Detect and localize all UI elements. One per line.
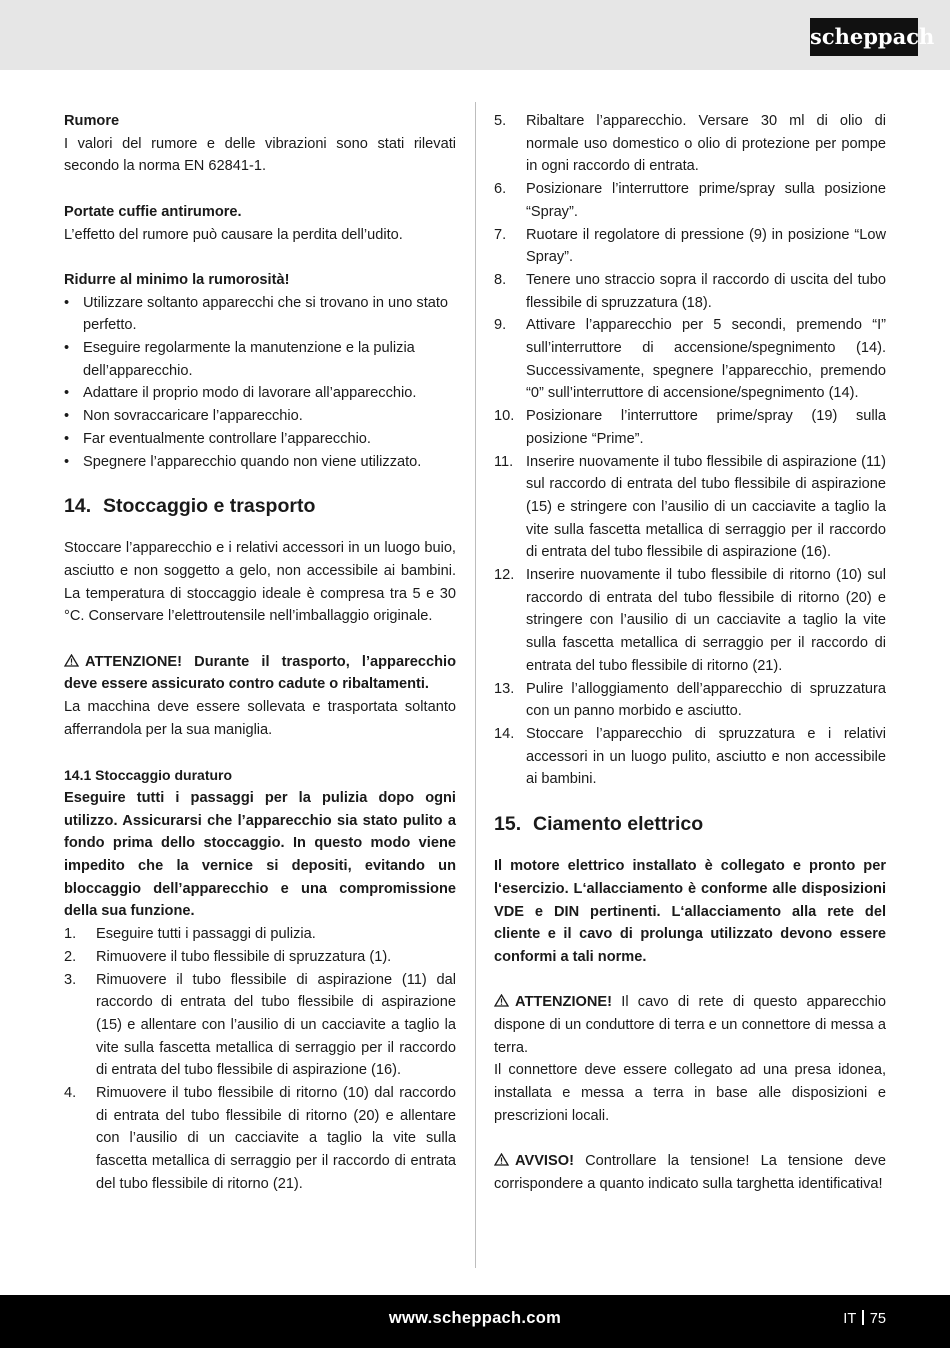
rumore-heading: Rumore — [64, 113, 120, 129]
list-item: 12. Inserire nuovamente il tubo flessibile di ritorno (10) sul raccordo di entrata del tubo flessibile di ritorno (20) e stringere con l’ausilio di un cacciavite a taglio la vite sulla fascetta metallica di serraggio per il raccordo di entrata del tubo flessibile di ritorno (21). — [494, 567, 886, 674]
right-column — [494, 110, 886, 1196]
list-item: 11. Inserire nuovamente il tubo flessibile di aspirazione (11) sul raccordo di entrata del tubo flessibile di aspirazione (15) e stringere con l’ausilio di un cacciavite a taglio la vite sulla fascetta metallica di serraggio per il raccordo di entrata del tubo flessibile di aspirazione (16). — [494, 453, 886, 561]
section-14-heading — [64, 493, 456, 519]
website-link[interactable]: www.scheppach.com — [388, 1309, 562, 1327]
warning-label: ATTENZIONE! — [85, 653, 183, 670]
ridurre-heading: Ridurre al minimo la rumorosità! — [64, 271, 290, 288]
warning-text: Durante il trasporto, l’apparecchio deve essere assicurato contro cadute o ribaltamenti. — [64, 653, 456, 693]
warning-triangle-icon — [494, 1153, 509, 1166]
list-item: 8. Tenere uno straccio sopra il raccordo di uscita del tubo flessibile di spruzzatura (18). — [494, 271, 886, 311]
section-number: 15. — [494, 813, 522, 836]
list-item: 10. Posizionare l’interruttore prime/spray (19) sulla posizione “Prime”. — [494, 408, 886, 447]
list-item: 7. Ruotare il regolatore di pressione (9) in posizione “Low Spray”. — [494, 226, 886, 266]
list-item: 2. Rimuovere il tubo flessibile di spruzzatura (1). — [64, 948, 392, 965]
brand-logo: scheppach — [810, 18, 918, 56]
list-item: 14. Stoccare l’apparecchio di spruzzatura e i relativi accessori in un luogo pulito, asciutto e non accessibile ai bambini. — [494, 725, 886, 788]
list-item: • Utilizzare soltanto apparecchi che si trovano in uno stato perfetto. — [64, 292, 456, 337]
list-item: • Eseguire regolarmente la manutenzione e la pulizia dell’apparecchio. — [64, 337, 456, 382]
page-number-value: 75 — [869, 1311, 886, 1327]
ground-warning — [494, 991, 886, 1059]
page-number — [843, 1310, 886, 1327]
voltage-notice — [494, 1150, 886, 1195]
rumore-text: I valori del rumore e delle vibrazioni sono stati rilevati secondo la norma EN 62841-1. — [64, 135, 456, 175]
cuffie-text: L’effetto del rumore può causare la perdita dell’udito. — [64, 226, 403, 243]
storage-steps-list-continued — [494, 110, 886, 791]
storage-text: Stoccare l’apparecchio e i relativi accessori in un luogo buio, asciutto e non soggetto a gelo, non accessibile ai bambini. La temperatura di stoccaggio ideale è compresa tra 5 e 30 °C. Conservare l’elettroutensile nell’imballaggio originale. — [64, 540, 456, 625]
list-item: 13. Pulire l’alloggiamento dell’apparecchio di spruzzatura con un panno morbido e asciutto. — [494, 680, 886, 720]
list-item: 6. Posizionare l’interruttore prime/spray sulla posizione “Spray”. — [494, 181, 886, 220]
page-header — [0, 0, 950, 70]
list-item: 9. Attivare l’apparecchio per 5 secondi, premendo “I” sull’interruttore di accensione/spegnimento (14). Successivamente, spegnere l’apparecchio, premendo “0” sull’interruttore di accensione/spegnimento (14). — [494, 317, 886, 402]
warning-label: ATTENZIONE! — [515, 994, 613, 1011]
list-item: • Non sovraccaricare l’apparecchio. — [64, 405, 456, 428]
warning-triangle-icon — [494, 994, 509, 1007]
connector-text: Il connettore deve essere collegato ad una presa idonea, installata e messa a terra in base alle disposizioni e prescrizioni locali. — [494, 1062, 886, 1124]
section-title: Stoccaggio e trasporto — [103, 495, 316, 518]
electric-intro: Il motore elettrico installato è collegato e pronto per l‘esercizio. L‘allacciamento è conforme alle disposizioni VDE e DIN pertinenti. L‘allacciamento alla rete del cliente e il cavo di prolunga utilizzato devono essere conformi a tali norme. — [494, 858, 886, 965]
transport-text: La macchina deve essere sollevata e trasportata soltanto afferrandola per la sua maniglia. — [64, 699, 456, 738]
section-number: 14. — [64, 495, 92, 518]
page-footer — [0, 1295, 950, 1348]
warning-text: Il cavo di rete di questo apparecchio dispone di un conduttore di terra e un connettore di messa a terra. — [494, 994, 886, 1056]
transport-warning — [64, 651, 456, 696]
cuffie-heading: Portate cuffie antirumore. — [64, 203, 242, 220]
ridurre-list — [64, 292, 456, 474]
list-item: 1. Eseguire tutti i passaggi di pulizia. — [64, 926, 316, 943]
list-item: • Spegnere l’apparecchio quando non viene utilizzato. — [64, 451, 456, 474]
storage-steps-list — [64, 923, 456, 1195]
column-divider — [475, 102, 476, 1268]
notice-label: AVVISO! — [515, 1153, 574, 1170]
section-15-heading — [494, 811, 886, 837]
list-item: 5. Ribaltare l’apparecchio. Versare 30 ml di olio di normale uso domestico o olio di protezione per pompe in ogni raccordo di entrata. — [494, 113, 886, 175]
warning-triangle-icon — [64, 654, 79, 667]
list-item: • Adattare il proprio modo di lavorare all’apparecchio. — [64, 382, 456, 405]
notice-text: Controllare la tensione! La tensione deve corrispondere a quanto indicato sulla targhetta identificativa! — [494, 1153, 886, 1192]
list-item: 4. Rimuovere il tubo flessibile di ritorno (10) dal raccordo di entrata del tubo flessibile di ritorno (20) e allentare con l’ausilio di un cacciavite a taglio la vite sulla fascetta metallica di serraggio per il raccordo di entrata del tubo flessibile di ritorno (21). — [64, 1085, 456, 1192]
section-title: Ciamento elettrico — [533, 813, 704, 836]
language-code: IT — [843, 1311, 857, 1327]
list-item: • Far eventualmente controllare l’apparecchio. — [64, 428, 456, 451]
list-item: 3. Rimuovere il tubo flessibile di aspirazione (11) dal raccordo di entrata del tubo flessibile di aspirazione (15) e allentare con l’ausilio di un cacciavite a taglio la vite sulla fascetta metallica di serraggio per il raccordo di entrata del tubo flessibile di aspirazione (16). — [64, 971, 456, 1079]
subsection-141-heading: 14.1 Stoccaggio duraturo — [64, 767, 233, 784]
subsection-141-text: Eseguire tutti i passaggi per la pulizia dopo ogni utilizzo. Assicurarsi che l’apparecchio sia stato pulito a fondo prima dello stoccaggio. In questo modo viene impedito che la vernice si depositi, evitando un bloccaggio dell’apparecchio e una compromissione della sua funzione. — [64, 789, 456, 920]
left-column — [64, 110, 456, 1196]
